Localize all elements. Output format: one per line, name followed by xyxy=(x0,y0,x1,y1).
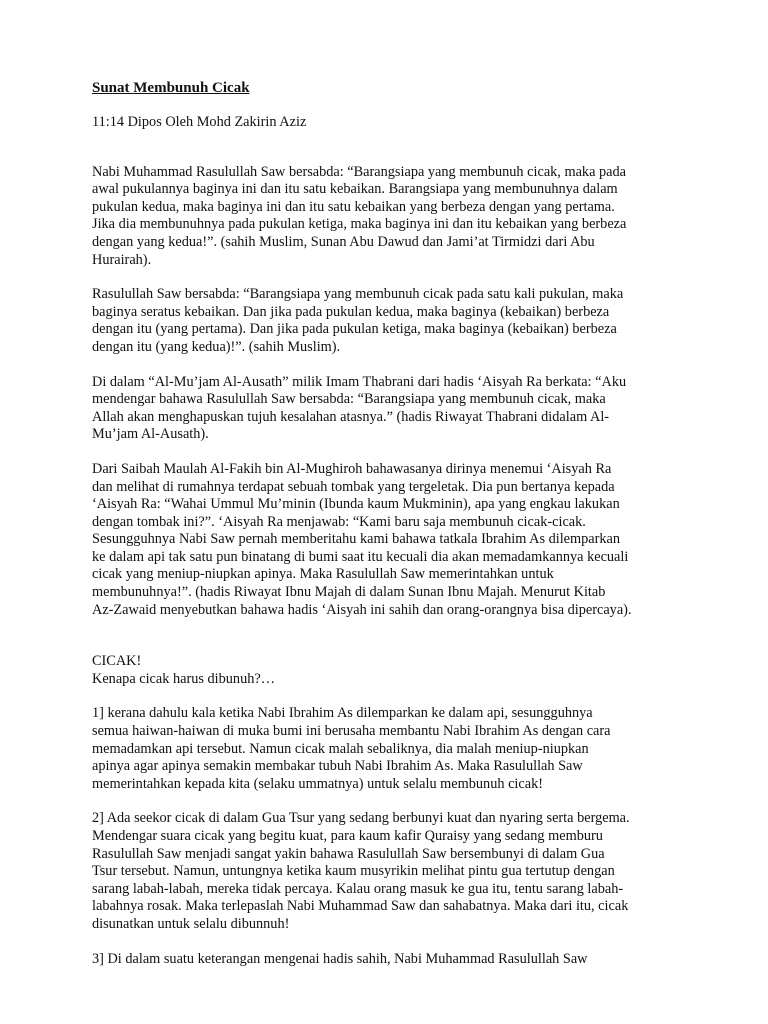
paragraph-reason-2: 2] Ada seekor cicak di dalam Gua Tsur yang sedang berbunyi kuat dan nyaring serta bergema. Mendengar suara cicak yang begitu kuat, para kaum kafir Quraisy yang sedang memburu Rasulullah Saw menjadi sangat yakin bahawa Rasulullah Saw bersembunyi di dalam Gua Tsur tersebut. Namun, untungnya ketika kaum musyrikin melihat pintu gua tertutup dengan sarang labah-labah, mereka tidak percaya. Kalau orang masuk ke gua itu, tentu sarang labah- labahnya rosak. Maka terlepaslah Nabi Muhammad Saw dan sahabatnya. Maka dari itu, cicak disunatkan untuk selalu dibunnuh! xyxy=(92,810,630,932)
paragraph-hadith-muslim-1: Nabi Muhammad Rasulullah Saw bersabda: “Barangsiapa yang membunuh cicak, maka pada awal pukulannya baginya ini dan itu satu kebaikan. Barangsiapa yang membunuhnya dalam pukulan kedua, maka baginya ini dan itu satu kebaikan yang berbeza dengan yang pertama. Jika dia membunuhnya pada pukulan ketiga, maka baginya ini dan itu kebaikan yang berbeza dengan yang kedua!”. (sahih Muslim, Sunan Abu Dawud dan Jami’at Tirmidzi dari Abu Hurairah). xyxy=(92,163,627,268)
document-page xyxy=(92,78,688,968)
article-title: Sunat Membunuh Cicak xyxy=(92,80,250,96)
paragraph-hadith-thabrani: Di dalam “Al-Mu’jam Al-Ausath” milik Imam Thabrani dari hadis ‘Aisyah Ra berkata: “Aku mendengar bahawa Rasulullah Saw bersabda: “Barangsiapa yang membunuh cicak, maka Allah akan menghapuskan tujuh kesalahan atasnya.” (hadis Riwayat Thabrani didalam Al- Mu’jam Al-Ausath). xyxy=(92,373,627,443)
paragraph-hadith-muslim-2: Rasulullah Saw bersabda: “Barangsiapa yang membunuh cicak pada satu kali pukulan, maka baginya seratus kebaikan. Dan jika pada pukulan kedua, maka baginya (kebaikan) berbeza dengan itu (yang pertama). Dan jika pada pukulan ketiga, maka baginya (kebaikan) berbeza dengan itu (yang kedua)!”. (sahih Muslim). xyxy=(92,286,624,355)
paragraph-reason-3: 3] Di dalam suatu keterangan mengenai hadis sahih, Nabi Muhammad Rasulullah Saw xyxy=(92,950,588,967)
paragraph-cicak-question: CICAK! Kenapa cicak harus dibunuh?… xyxy=(92,653,276,687)
paragraph-reason-1: 1] kerana dahulu kala ketika Nabi Ibrahim As dilemparkan ke dalam api, sesungguhnya semua haiwan-haiwan di muka bumi ini berusaha membantu Nabi Ibrahim As dengan cara memadamkan api tersebut. Namun cicak malah sebaliknya, dia malah meniup-niupkan apinya agar apinya semakin membakar tubuh Nabi Ibrahim As. Maka Rasulullah Saw memerintahkan kepada kita (selaku ummatnya) untuk selalu membunuh cicak! xyxy=(92,705,611,792)
paragraph-hadith-ibnu-majah: Dari Saibah Maulah Al-Fakih bin Al-Mughiroh bahawasanya dirinya menemui ‘Aisyah Ra dan melihat di rumahnya terdapat sebuah tombak yang tergeletak. Dia pun bertanya kepada ‘Aisyah Ra: “Wahai Ummul Mu’minin (Ibunda kaum Mukminin), apa yang engkau lakukan dengan tombak ini?”. ‘Aisyah Ra menjawab: “Kami baru saja membunuh cicak-cicak. Sesungguhnya Nabi Saw pernah memberitahu kami bahawa tatkala Ibrahim As dilemparkan ke dalam api tak satu pun binatang di bumi saat itu kecuali dia akan memadamkannya kecuali cicak yang meniup-niupkan apinya. Maka Rasulullah Saw memerintahkan untuk membunuhnya!”. (hadis Riwayat Ibnu Majah di dalam Sunan Ibnu Majah. Menurut Kitab Az-Zawaid menyebutkan bahawa hadis ‘Aisyah ini sahih dan orang-orangnya bisa dipercaya). xyxy=(92,460,632,618)
article-byline: 11:14 Dipos Oleh Mohd Zakirin Aziz xyxy=(92,114,307,130)
